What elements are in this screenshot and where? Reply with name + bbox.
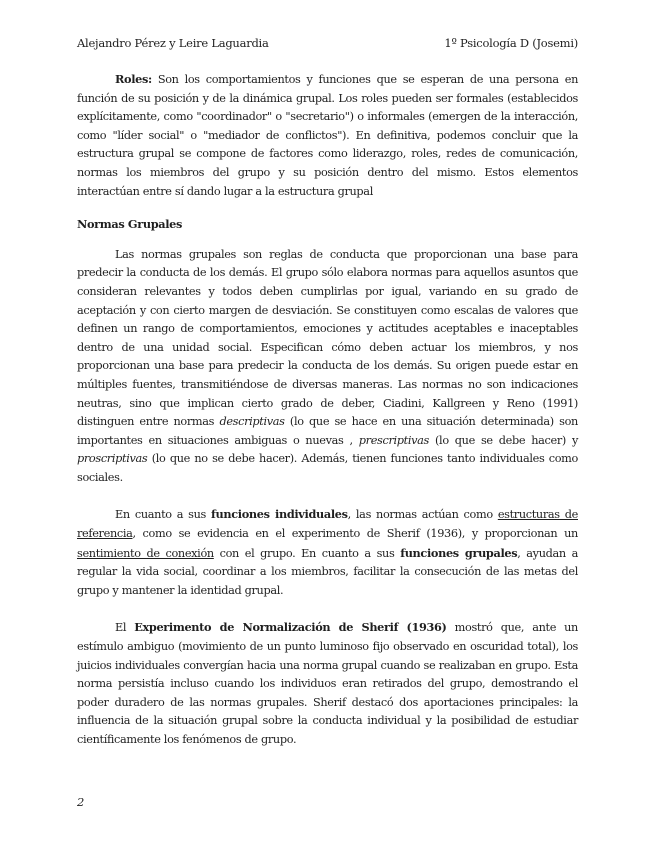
sherif-experiment-term: Experimento de Normalización de Sherif (1936) bbox=[134, 620, 447, 635]
normas-text-part: (lo que se debe hacer) y bbox=[428, 433, 578, 447]
sherif-text-part: El bbox=[115, 621, 135, 635]
roles-paragraph bbox=[77, 70, 578, 201]
sherif-paragraph bbox=[77, 618, 578, 749]
funciones-text-part: , ayudan a regular la vida social, coordinar a los miembros, facilitar la consecución de las metas del grupo y mantener la identidad grupal. bbox=[77, 546, 578, 597]
normas-text-part: Las normas grupales son reglas de conducta que proporcionan una base para predecir la conducta de los demás. El grupo sólo elabora normas para aquellos asuntos que consideran relevantes y todos deben cumplirlas por igual, variando en su grado de aceptación y con cierto margen de desviación. Se constituyen como escalas de valores que definen un rango de comportamientos, emociones y actitudes aceptables e inaceptables dentro de una unidad social. Especifican cómo deben actuar los miembros, y nos proporcionan una base para predecir la conducta de los demás. Su origen puede estar en múltiples fuentes, transmitiéndose de diversas maneras. Las normas no son indicaciones neutras, sino que implican cierto grado de deber, Ciadini, Kallgreen y Reno (1991) distinguen entre normas bbox=[77, 247, 578, 429]
normas-paragraph bbox=[77, 246, 578, 488]
funciones-text-part: , como se evidencia en el experimento de Sherif (1936), y proporcionan un bbox=[132, 527, 578, 541]
term-descriptivas: descriptivas bbox=[219, 415, 285, 429]
roles-text: Son los comportamientos y funciones que se esperan de una persona en función de su posición y de la dinámica grupal. Los roles pueden ser formales (establecidos explícitamente, como "coordinador" o "secretario") o informales (emergen de la interacción, como "líder social" o "mediador de conflictos"). En definitiva, podemos concluir que la estructura grupal se compone de factores como liderazgo, roles, redes de comunicación, normas los miembros del grupo y su posición dentro del mismo. Estos elementos interactúan entre sí dando lugar a la estructura grupal bbox=[77, 73, 578, 198]
sentimiento-de-conexion-term: sentimiento de conexión bbox=[77, 546, 214, 560]
term-proscriptivas: proscriptivas bbox=[77, 452, 148, 466]
estructuras-de-referencia-term: estructuras de referencia bbox=[77, 508, 578, 541]
funciones-text-part: , las normas actúan como bbox=[347, 508, 498, 522]
page-body bbox=[77, 70, 578, 750]
section-heading-normas-grupales: Normas Grupales bbox=[77, 217, 182, 232]
funciones-paragraph bbox=[77, 505, 578, 600]
roles-term: Roles: bbox=[115, 72, 152, 86]
sherif-text-part: mostró que, ante un estímulo ambiguo (movimiento de un punto luminoso fijo observado en oscuridad total), los juicios individuales convergían hacia una norma grupal cuando se realizaban en grupo. Esta norma persistía incluso cuando los individuos eran retirados del grupo, demostrando el poder duradero de las normas grupales. Sherif destacó dos aportaciones principales: la influencia de la situación grupal sobre la conducta individual y la posibilidad de estudiar científicamente los fenómenos de grupo. bbox=[77, 621, 578, 746]
page-number: 2 bbox=[77, 795, 85, 809]
term-prescriptivas: prescriptivas bbox=[358, 433, 429, 447]
funciones-text-part: En cuanto a sus bbox=[115, 508, 212, 522]
funciones-individuales-term: funciones individuales bbox=[211, 507, 348, 522]
header-course: 1º Psicología D (Josemi) bbox=[444, 36, 578, 50]
normas-text-part: (lo que no se debe hacer). Además, tienen funciones tanto individuales como sociales. bbox=[77, 452, 578, 484]
funciones-grupales-term: funciones grupales bbox=[400, 545, 518, 560]
funciones-text-part: con el grupo. En cuanto a sus bbox=[213, 546, 401, 560]
header-authors: Alejandro Pérez y Leire Laguardia bbox=[77, 36, 269, 50]
normas-text-part: (lo que se hace en una situación determinada) son importantes en situaciones ambiguas o nuevas , bbox=[77, 415, 578, 447]
